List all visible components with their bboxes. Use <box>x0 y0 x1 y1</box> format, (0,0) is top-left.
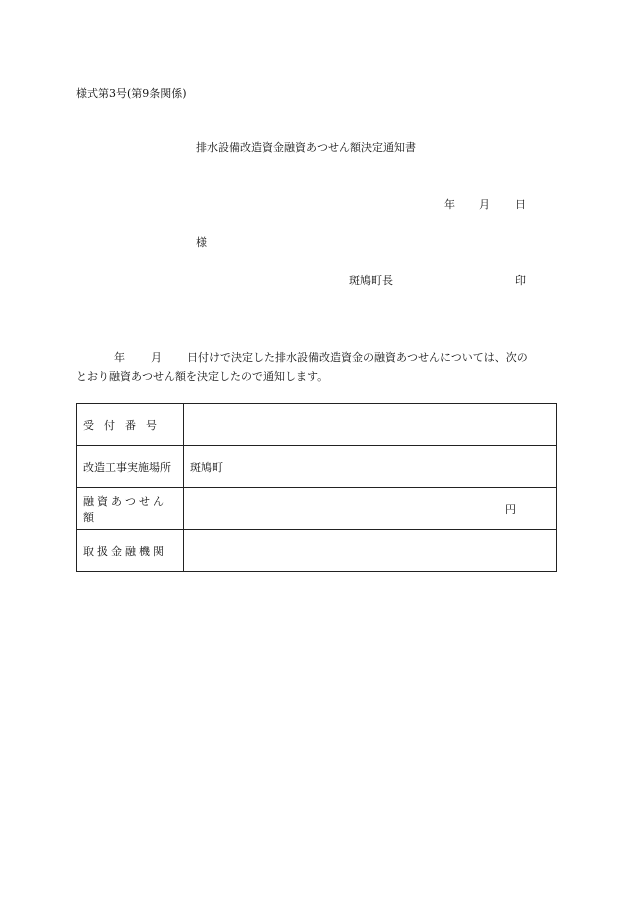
date-line <box>444 198 526 212</box>
notice-body-line1 <box>76 348 556 367</box>
row-label-loan-amount: 融資あつせん額 <box>77 488 184 530</box>
row-value-work-location: 斑鳩町 <box>184 446 557 488</box>
body-line1-text: 日付けで決定した排水設備改造資金の融資あつせんについては、次の <box>187 351 528 364</box>
row-label-work-location: 改造工事実施場所 <box>77 446 184 488</box>
seal-mark: 印 <box>515 274 526 287</box>
table-row <box>77 530 557 572</box>
form-number: 様式第3号(第9条関係) <box>76 87 187 100</box>
addressee-suffix: 様 <box>196 236 207 249</box>
yen-unit: 円 <box>505 503 516 516</box>
table-row <box>77 488 557 530</box>
date-year-label: 年 <box>444 198 455 211</box>
table-row <box>77 404 557 446</box>
table-row <box>77 446 557 488</box>
notice-body-line2: とおり融資あつせん額を決定したので通知します。 <box>76 370 329 383</box>
body-year-label: 年 <box>114 351 125 364</box>
row-value-receipt-number <box>184 404 557 446</box>
body-month-label: 月 <box>151 351 162 364</box>
details-table <box>76 403 557 572</box>
row-label-receipt-number: 受付番号 <box>77 404 184 446</box>
date-day-label: 日 <box>515 198 526 211</box>
document-title: 排水設備改造資金融資あつせん額決定通知書 <box>196 141 416 154</box>
date-month-label: 月 <box>479 198 490 211</box>
issuer-name: 斑鳩町長 <box>349 274 393 287</box>
row-label-financial-institution: 取扱金融機関 <box>77 530 184 572</box>
notice-body <box>76 348 556 386</box>
row-value-loan-amount <box>184 488 557 530</box>
row-value-financial-institution <box>184 530 557 572</box>
